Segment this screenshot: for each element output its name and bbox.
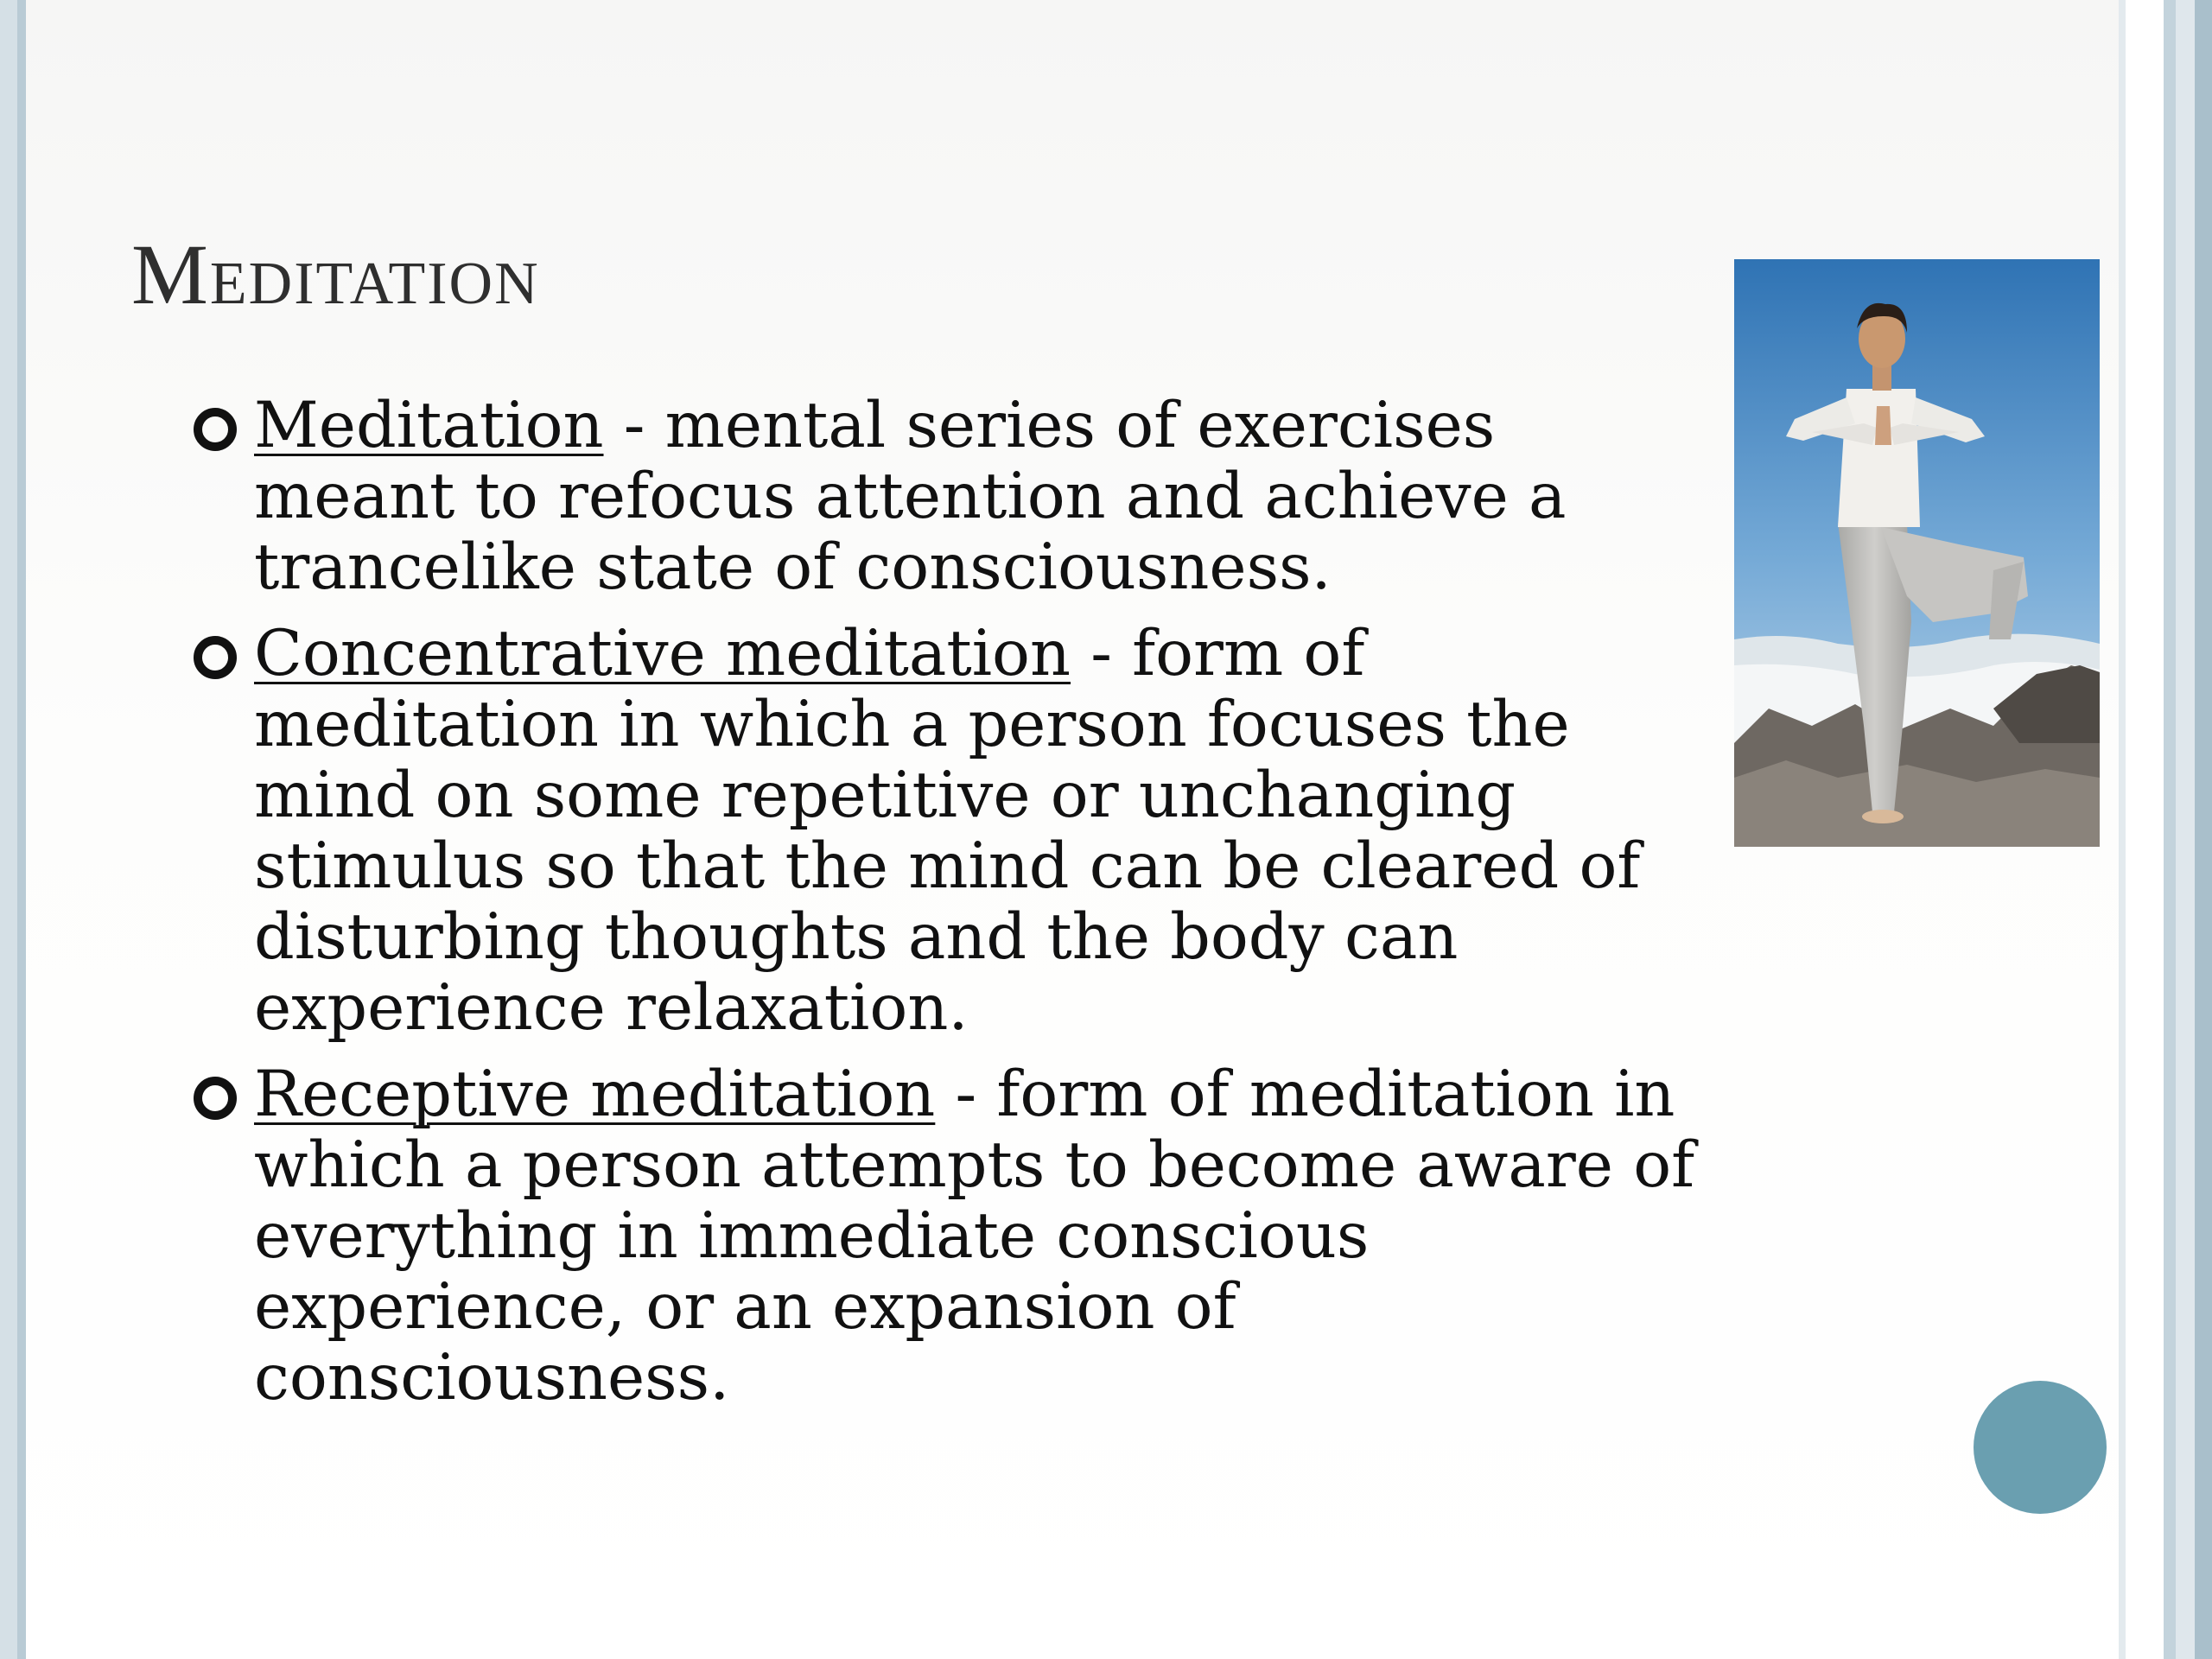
accent-circle bbox=[1974, 1381, 2107, 1514]
ring-bullet-icon bbox=[194, 408, 237, 451]
bullet-item-concentrative bbox=[192, 619, 1704, 1044]
definition-meditation: - mental series of exercises meant to refocus attention and achieve a trancelike state of consciousness. bbox=[254, 389, 1567, 604]
slide-title: Meditation bbox=[131, 226, 540, 322]
definition-receptive-meditation: - form of meditation in which a person attempts to become aware of everything in immediate conscious experience, or an expansion of consciousness. bbox=[254, 1058, 1695, 1414]
right-border-stripe bbox=[2164, 0, 2176, 1659]
ring-bullet-icon bbox=[194, 1077, 237, 1120]
right-border-stripe bbox=[2126, 0, 2164, 1659]
bullet-list bbox=[192, 391, 1704, 1429]
left-border-stripe bbox=[0, 0, 17, 1659]
left-border-stripe-inner bbox=[17, 0, 26, 1659]
term-meditation: Meditation bbox=[254, 389, 604, 462]
definition-concentrative-meditation: - form of meditation in which a person focuses the mind on some repetitive or unchanging stimulus so that the mind can be cleared of disturbing thoughts and the body can experience relaxation. bbox=[254, 617, 1641, 1045]
term-receptive-meditation: Receptive meditation bbox=[254, 1058, 936, 1131]
bullet-item-meditation bbox=[192, 391, 1704, 603]
person-tree-pose-image bbox=[1734, 259, 2100, 847]
right-border-stripe bbox=[2195, 0, 2212, 1659]
ring-bullet-icon bbox=[194, 636, 237, 679]
right-border-stripe bbox=[2119, 0, 2126, 1659]
bullet-item-receptive bbox=[192, 1059, 1704, 1414]
right-border-stripe bbox=[2176, 0, 2195, 1659]
term-concentrative-meditation: Concentrative meditation bbox=[254, 617, 1071, 690]
